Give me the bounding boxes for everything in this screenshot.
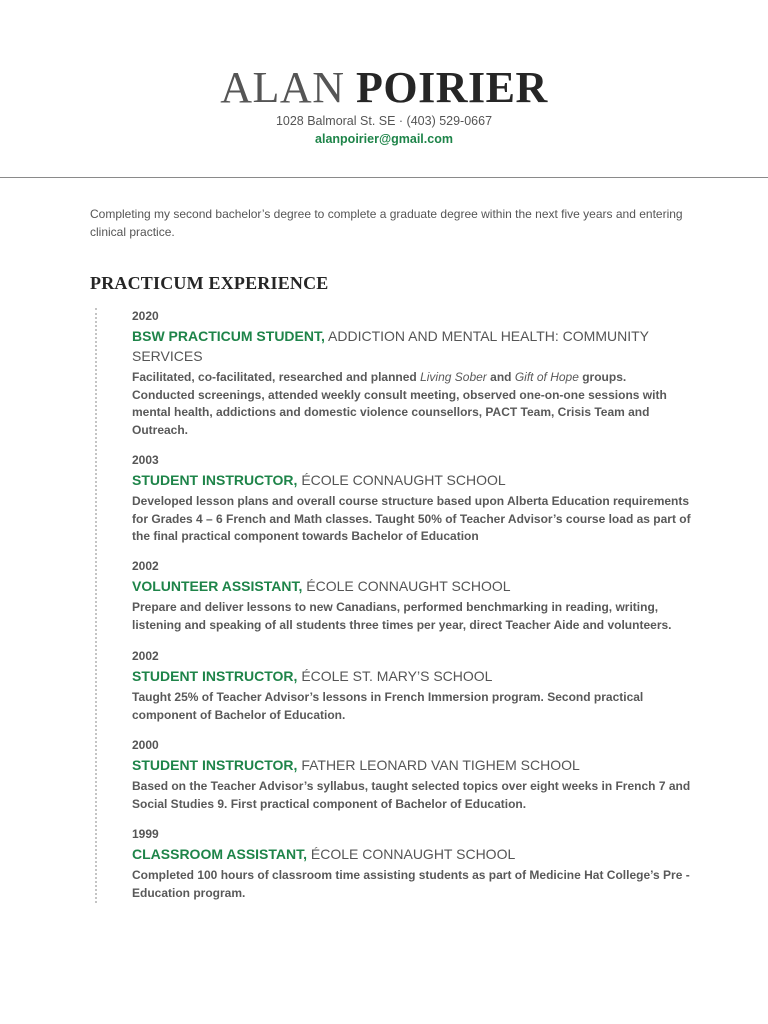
email-address[interactable]: alanpoirier@gmail.com <box>315 132 453 146</box>
entry-description: Prepare and deliver lessons to new Canadians, performed benchmarking in reading, writing, listening and speaking of all students three times per year, direct Teacher Aide and volunteers. <box>132 600 672 632</box>
entry-desc-text: and <box>490 370 512 384</box>
experience-entry <box>132 557 692 634</box>
entry-title: STUDENT INSTRUCTOR, <box>132 757 298 773</box>
entry-organization: FATHER LEONARD VAN TIGHEM SCHOOL <box>301 757 580 773</box>
entry-desc-italic-program: Gift of Hope <box>514 370 579 384</box>
entry-desc-text: Facilitated, co-facilitated, researched and planned <box>132 370 417 384</box>
entry-role <box>132 470 692 490</box>
entry-title: CLASSROOM ASSISTANT, <box>132 846 308 862</box>
entry-desc-italic-program: Living Sober <box>420 370 487 384</box>
entry-organization: ÉCOLE CONNAUGHT SCHOOL <box>310 846 516 862</box>
experience-entry <box>132 647 692 724</box>
first-name: ALAN <box>220 63 345 112</box>
experience-entry <box>132 451 692 546</box>
entry-year: 2000 <box>132 738 159 752</box>
entry-description: Completed 100 hours of classroom time assisting students as part of Medicine Hat College’s Pre -Education program. <box>132 868 690 900</box>
entry-title: STUDENT INSTRUCTOR, <box>132 668 298 684</box>
section-title-practicum: PRACTICUM EXPERIENCE <box>90 273 329 293</box>
experience-entry <box>132 825 692 902</box>
entry-title: STUDENT INSTRUCTOR, <box>132 472 298 488</box>
objective-statement: Completing my second bachelor’s degree to complete a graduate degree within the next five years and entering clinical practice. <box>90 207 683 239</box>
resume-header <box>0 0 768 178</box>
entry-role <box>132 576 692 596</box>
last-name: POIRIER <box>355 63 548 112</box>
experience-entry <box>132 307 692 439</box>
entry-description: Based on the Teacher Advisor’s syllabus, taught selected topics over eight weeks in French 7 and Social Studies 9. First practical component of Bachelor of Education. <box>132 779 691 811</box>
contact-info: 1028 Balmoral St. SE · (403) 529-0667 <box>275 114 493 128</box>
experience-entry <box>132 736 692 813</box>
entry-organization: ADDICTION AND MENTAL HEALTH: COMMUNITY SERVICES <box>132 328 649 364</box>
entry-year: 2002 <box>132 559 159 573</box>
entry-role <box>132 755 692 775</box>
entry-role <box>132 326 692 366</box>
entry-title: BSW PRACTICUM STUDENT, <box>132 328 325 344</box>
entry-year: 1999 <box>132 827 159 841</box>
entry-year: 2020 <box>132 309 159 323</box>
entry-role <box>132 666 692 686</box>
entry-description: Taught 25% of Teacher Advisor’s lessons in French Immersion program. Second practical component of Bachelor of Education. <box>132 690 644 722</box>
entry-year: 2002 <box>132 649 159 663</box>
entry-description <box>132 369 692 439</box>
applicant-name <box>0 60 768 116</box>
header-divider <box>0 177 768 178</box>
entry-organization: ÉCOLE CONNAUGHT SCHOOL <box>306 578 511 594</box>
entry-description: Developed lesson plans and overall course structure based upon Alberta Education requirements for Grades 4 – 6 French and Math classes. Taught 50% of Teacher Advisor’s course load as part of the final practical component towards Bachelor of Education <box>132 494 691 543</box>
entry-role <box>132 844 692 864</box>
timeline-dotted-line <box>95 308 97 903</box>
entry-desc-text: groups. Conducted screenings, attended weekly consult meeting, observed one-on-one sessions with mental health, addictions and domestic violence counsellors, PACT Team, Crisis Team and Outreach. <box>132 370 667 437</box>
entry-year: 2003 <box>132 453 159 467</box>
entry-organization: ÉCOLE ST. MARY’S SCHOOL <box>301 668 493 684</box>
entry-organization: ÉCOLE CONNAUGHT SCHOOL <box>301 472 506 488</box>
entry-title: VOLUNTEER ASSISTANT, <box>132 578 303 594</box>
